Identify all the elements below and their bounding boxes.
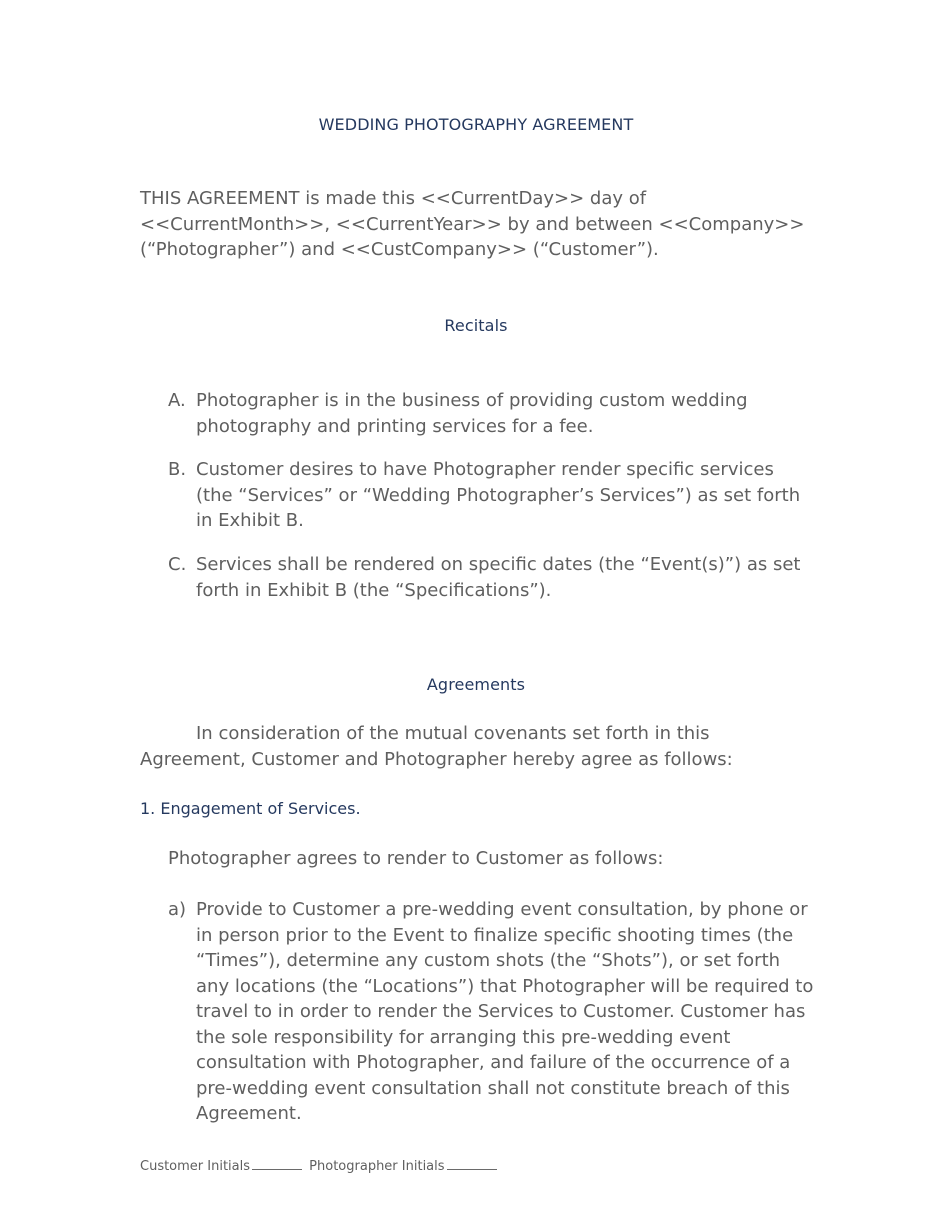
list-marker: C. bbox=[168, 554, 187, 575]
list-marker: A. bbox=[168, 390, 186, 411]
section-1-item-text: Provide to Customer a pre-wedding event consultation, by phone or in person prior to the Event to finalize specific shooting times (the “Times”), determine any custom shots (the “Shots”), or set forth any locations (the “Locations”) that Photographer will be required to travel to in order to render the Services to Customer. Customer has the sole responsibility for arranging this pre-wedding event consultation with Photographer, and failure of the occurrence of a pre-wedding event consultation shall not constitute breach of this Agreement. bbox=[196, 899, 814, 1124]
recital-item-b bbox=[168, 457, 828, 534]
agreements-heading: Agreements bbox=[426, 675, 526, 694]
recital-item-c bbox=[168, 552, 828, 603]
page-footer bbox=[140, 1157, 500, 1176]
customer-initials-label: Customer Initials bbox=[140, 1159, 251, 1174]
section-1-lead: Photographer agrees to render to Customer as follows: bbox=[168, 848, 664, 869]
customer-initials-blank bbox=[252, 1157, 302, 1170]
section-1-title: 1. Engagement of Services. bbox=[140, 799, 361, 818]
recital-text: Customer desires to have Photographer render specific services (the “Services” or “Wedding Photographer’s Services”) as set forth in Exhibit B. bbox=[196, 459, 801, 531]
recital-text: Photographer is in the business of providing custom wedding photography and printing services for a fee. bbox=[196, 390, 748, 437]
recital-item-a bbox=[168, 388, 828, 439]
document-title: WEDDING PHOTOGRAPHY AGREEMENT bbox=[318, 115, 634, 134]
list-marker: a) bbox=[168, 899, 187, 920]
intro-paragraph: THIS AGREEMENT is made this <<CurrentDay>> day of <<CurrentMonth>>, <<CurrentYear>> by and between <<Company>> (“Photographer”) and <<CustCompany>> (“Customer”). bbox=[140, 188, 805, 260]
recitals-heading: Recitals bbox=[444, 316, 508, 335]
agreements-preamble: In consideration of the mutual covenants set forth in this Agreement, Customer and Photographer hereby agree as follows: bbox=[140, 723, 733, 770]
recital-text: Services shall be rendered on specific dates (the “Event(s)”) as set forth in Exhibit B (the “Specifications”). bbox=[196, 554, 801, 601]
photographer-initials-label: Photographer Initials bbox=[309, 1159, 445, 1174]
list-marker: B. bbox=[168, 459, 187, 480]
section-1-item-a bbox=[168, 897, 828, 1127]
photographer-initials-blank bbox=[447, 1157, 497, 1170]
